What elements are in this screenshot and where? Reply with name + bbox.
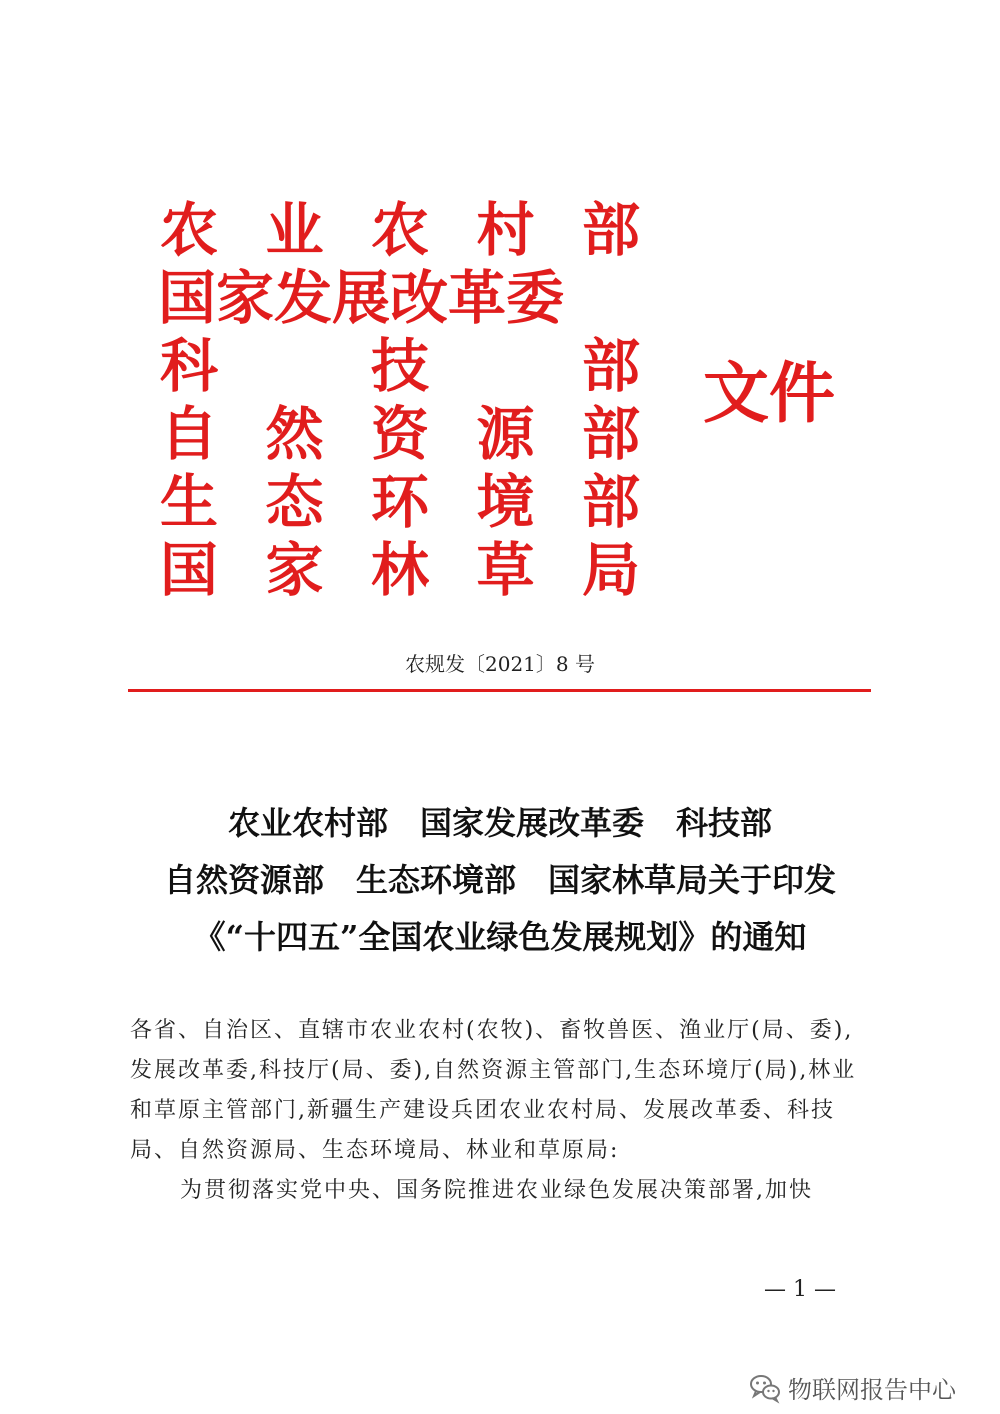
document-body	[130, 1011, 872, 1211]
document-number: 农规发〔2021〕8 号	[405, 652, 595, 676]
issuer-row-5	[158, 468, 642, 536]
issuer-row-1	[158, 196, 642, 264]
issuer-char: 技	[370, 332, 429, 400]
issuer-char: 村	[476, 196, 535, 264]
wechat-icon	[748, 1370, 782, 1404]
issuer-char: 部	[581, 332, 640, 400]
document-label: 文件	[703, 354, 835, 432]
issuer-row-2	[158, 264, 642, 332]
issuer-char: 农	[159, 196, 218, 264]
issuer-char: 境	[476, 468, 535, 536]
issuer-char: 农	[370, 196, 429, 264]
issuer-name: 国家发展改革委	[158, 264, 565, 332]
watermark-text: 物联网报告中心	[788, 1375, 956, 1404]
title-line-1: 农业农村部 国家发展改革委 科技部	[227, 804, 772, 842]
watermark	[748, 1367, 956, 1407]
addressee-paragraph: 各省、自治区、直辖市农业农村(农牧)、畜牧兽医、渔业厅(局、委),发展改革委,科技厅(局、委),自然资源主管部门,生态环境厅(局),林业和草原主管部门,新疆生产建设兵团农业农村局、发展改革委、科技局、自然资源局、生态环境局、林业和草原局:	[130, 1018, 857, 1163]
page-number: — 1 —	[764, 1277, 836, 1302]
body-paragraph: 为贯彻落实党中央、国务院推进农业绿色发展决策部署,加快	[180, 1178, 813, 1203]
document-title	[100, 795, 900, 966]
issuer-char: 局	[581, 536, 640, 604]
title-line-3: 《“十四五”全国农业绿色发展规划》的通知	[193, 918, 807, 956]
title-line-2: 自然资源部 生态环境部 国家林草局关于印发	[163, 861, 836, 899]
issuer-char: 源	[476, 400, 535, 468]
issuer-char: 资	[370, 400, 429, 468]
issuer-char: 部	[581, 196, 640, 264]
issuer-char: 然	[265, 400, 324, 468]
issuer-char	[475, 332, 537, 400]
issuer-row-3	[158, 332, 642, 400]
issuer-char: 部	[581, 400, 640, 468]
issuer-char: 家	[265, 536, 324, 604]
issuer-char: 部	[581, 468, 640, 536]
issuing-agencies	[158, 196, 642, 604]
issuer-char: 林	[370, 536, 429, 604]
red-divider	[128, 689, 871, 692]
issuer-char: 国	[159, 536, 218, 604]
issuer-row-6	[158, 536, 642, 604]
issuer-char: 自	[159, 400, 218, 468]
issuer-char: 生	[159, 468, 218, 536]
issuer-char: 科	[159, 332, 218, 400]
issuer-char: 业	[265, 196, 324, 264]
issuer-char: 草	[476, 536, 535, 604]
issuer-char: 态	[265, 468, 324, 536]
issuer-char: 环	[370, 468, 429, 536]
issuer-row-4	[158, 400, 642, 468]
issuer-char	[264, 332, 326, 400]
